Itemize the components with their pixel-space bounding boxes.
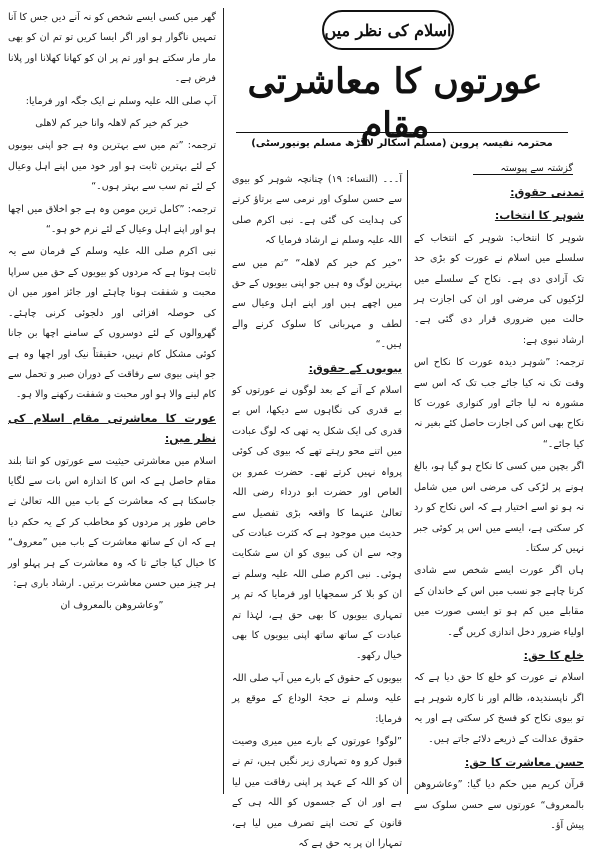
right-paragraph: ترجمہ: ”شوہر دیدہ عورت کا نکاح اس وقت تک نہ کیا جائے جب تک کہ اس سے مشورہ نہ لیا جائے اور کنواری عورت کا نکاح بھی اس کی اجازت حاصل کئے بغیر نہ کیا جائے۔“ [414, 357, 584, 450]
right-subheading: شوہر کا انتخاب: [494, 209, 584, 223]
column-divider [407, 170, 408, 794]
article-title: عورتوں کا معاشرتی مقام [247, 61, 543, 146]
column-divider [223, 8, 224, 794]
middle-column [232, 170, 402, 849]
middle-section-heading: بیویوں کے حقوق: [308, 361, 402, 375]
continuation-note: گزشتہ سے پیوستہ [473, 163, 573, 175]
right-section-heading: تمدنی حقوق: [510, 186, 584, 199]
left-paragraph: ترجمہ: ”کامل ترین مومن وہ ہے جو اخلاق میں اچھا ہو اور اپنے اہل وعیال کے لئے نرم خو ہو۔“ [8, 203, 216, 236]
left-quran-quote: ”وعاشروھن بالمعروف ان [60, 600, 164, 612]
left-section-heading: عورت کا معاشرتی مقام اسلام کی نظر میں: [8, 411, 216, 446]
left-hadith-quote: خیر کم خیر کم لاھلہ وانا خیر کم لاھلی [35, 118, 189, 130]
middle-paragraph: ”خیر کم خیر کم لاھلہ“ ”تم میں سے بہترین لوگ وہ ہیں جو اپنی بیویوں کے حق میں اچھے ہیں اور اپنے اہل وعیال سے لطف و مہربانی کا سلوک کرنے والے ہیں۔“ [232, 257, 402, 351]
right-section-heading: خلع کا حق: [523, 648, 584, 662]
right-column [414, 180, 584, 832]
right-paragraph: قرآن کریم میں حکم دیا گیا: ”وعاشروھن بالمعروف“ عورتوں سے حسن سلوک سے پیش آؤ۔ [414, 779, 584, 832]
right-paragraph: ہاں اگر عورت ایسے شخص سے شادی کرنا چاہے جو نسب میں اس کے خاندان کے مقابلے میں کم ہو تو ایسی صورت میں اولیاء ضرور دخل اندازی کریں گے۔ [414, 565, 584, 638]
left-paragraph: اسلام میں معاشرتی حیثیت سے عورتوں کو اتنا بلند مقام حاصل ہے کہ اس کا اندازہ اس بات سے لگایا جاسکتا ہے کہ معاشرت کے باب میں اللہ تعالیٰ نے خاص طور پر مردوں کو مخاطب کر کے یہ حکم دیا ہے کہ ان کے ساتھ معاشرت کے باب میں ”معروف“ کا خیال کیا جائے تا کہ وہ معاشرت کے ہر پہلو اور ہر چیز میں حسن معاشرت برتیں۔ ارشاد باری ہے: [8, 455, 216, 589]
left-paragraph: ترجمہ: ”تم میں سے بہترین وہ ہے جو اپنی بیویوں کے لئے بہترین ثابت ہو اور خود میں اپنے اہل وعیال کے لئے تم سب سے بہتر ہوں۔“ [8, 140, 216, 193]
left-paragraph: آپ صلی اللہ علیہ وسلم نے ایک جگہ اور فرمایا: [25, 95, 216, 107]
middle-paragraph: بیویوں کے حقوق کے بارے میں آپ صلی اللہ علیہ وسلم نے حجۃ الوداع کے موقع پر فرمایا: [232, 672, 402, 725]
author-byline: محترمہ نفیسہ پروین (مسلم اسکالر لاگڑھ مسلم یونیورسٹی) [236, 132, 568, 151]
right-paragraph: شوہر کا انتخاب: شوہر کے انتخاب کے سلسلے میں اسلام نے عورت کو بڑی حد تک آزادی دی ہے۔ نکاح کے سلسلے میں لڑکیوں کی مرضی اور ان کی اجازت ہر حالت میں ضروری قرار دی گئی ہے۔ ارشاد نبوی ہے: [414, 232, 584, 346]
left-paragraph: نبی اکرم صلی اللہ علیہ وسلم کے فرمان سے یہ ثابت ہوتا ہے کہ مردوں کو بیویوں کے حق میں سراپا محبت و شفقت ہونا چاہئے اور جائز امور میں ان کی حوصلہ افزائی اور دلجوئی کرنی چاہئے۔ گھروالوں کے لئے دوسروں کے سامنے اچھا بن جانا کوئی مشکل کام نہیں، حقیقتاً نیک اور اچھا وہ ہے جو اپنی بیوی سے رفاقت کے دوران صبر و تحمل سے کام لینے والا ہو اور محبت و شفقت رکھنے والا ہو۔ [8, 246, 216, 401]
middle-paragraph: ”لوگو! عورتوں کے بارے میں میری وصیت قبول کرو وہ تمہاری زیر نگیں ہیں، تم نے ان کو اللہ کے عہد پر اپنی رفاقت میں لیا ہے اور ان کے جسموں کو اللہ ہی کے قانون کے تحت اپنے تصرف میں لیا ہے، تمہارا ان پر یہ حق ہے کہ [232, 735, 402, 849]
left-paragraph: گھر میں کسی ایسے شخص کو نہ آنے دیں جس کا آنا تمہیں ناگوار ہو اور اگر ایسا کریں تو تم ان کو بھی مار مار سکتے ہو اور تم پر ان کو کھانا کھلانا اور پلانا فرض ہے۔ [8, 12, 216, 85]
left-column [8, 8, 216, 794]
middle-paragraph: آ۔۔۔ (النساء: ۱۹) چنانچہ شوہر کو بیوی سے حسن سلوک اور نرمی سے برتاؤ کرنے کی ہدایت کی گئی ہے۔ نبی اکرم صلی اللہ علیہ وسلم نے ارشاد فرمایا کہ [232, 174, 402, 247]
section-brand-label: اسلام کی نظر میں [322, 10, 454, 50]
right-section-heading: حسن معاشرت کا حق: [464, 755, 584, 769]
right-paragraph: اسلام نے عورت کو خلع کا حق دیا ہے کہ اگر ناپسندیدہ، ظالم اور نا کارہ شوہر ہے تو بیوی نکاح کو فسخ کر سکتی ہے اور یہ حقوق عدالت کے ذریعے دلائے جاتے ہیں۔ [414, 672, 584, 745]
middle-paragraph: اسلام کے آنے کے بعد لوگوں نے عورتوں کو بے قدری کی نگاہوں سے دیکھا، اس بے قدری کی ایک شکل یہ تھی کہ لوگ عبادت میں اتنے محو رہتے تھے کہ بیوی کی کوئی پرواہ نہیں کرتے تھے۔ حضرت عمرو بن العاص اور حضرت ابو درداء رضی اللہ تعالیٰ عنہما کا واقعہ بڑی تفصیل سے حدیث میں موجود ہے کہ کثرت عبادت کی وجہ سے ان کی بیوی کو ان سے شکایت ہوئی۔ نبی اکرم صلی اللہ علیہ وسلم نے ان کو بلا کر سمجھایا اور فرمایا کہ تم پر تمہاری بیویوں کا بھی حق ہے، لہٰذا تم عبادت کے ساتھ ساتھ اپنی بیویوں کا بھی خیال رکھو۔ [232, 385, 402, 662]
right-paragraph: اگر بچپن میں کسی کا نکاح ہو گیا ہو، بالغ ہونے پر لڑکی کی مرضی اس میں شامل نہ ہو تو اسے اختیار ہے کہ اس نکاح کو رد کر سکتی ہے، ایسے میں اس پر کوئی جبر نہیں کر سکتا۔ [414, 461, 584, 554]
